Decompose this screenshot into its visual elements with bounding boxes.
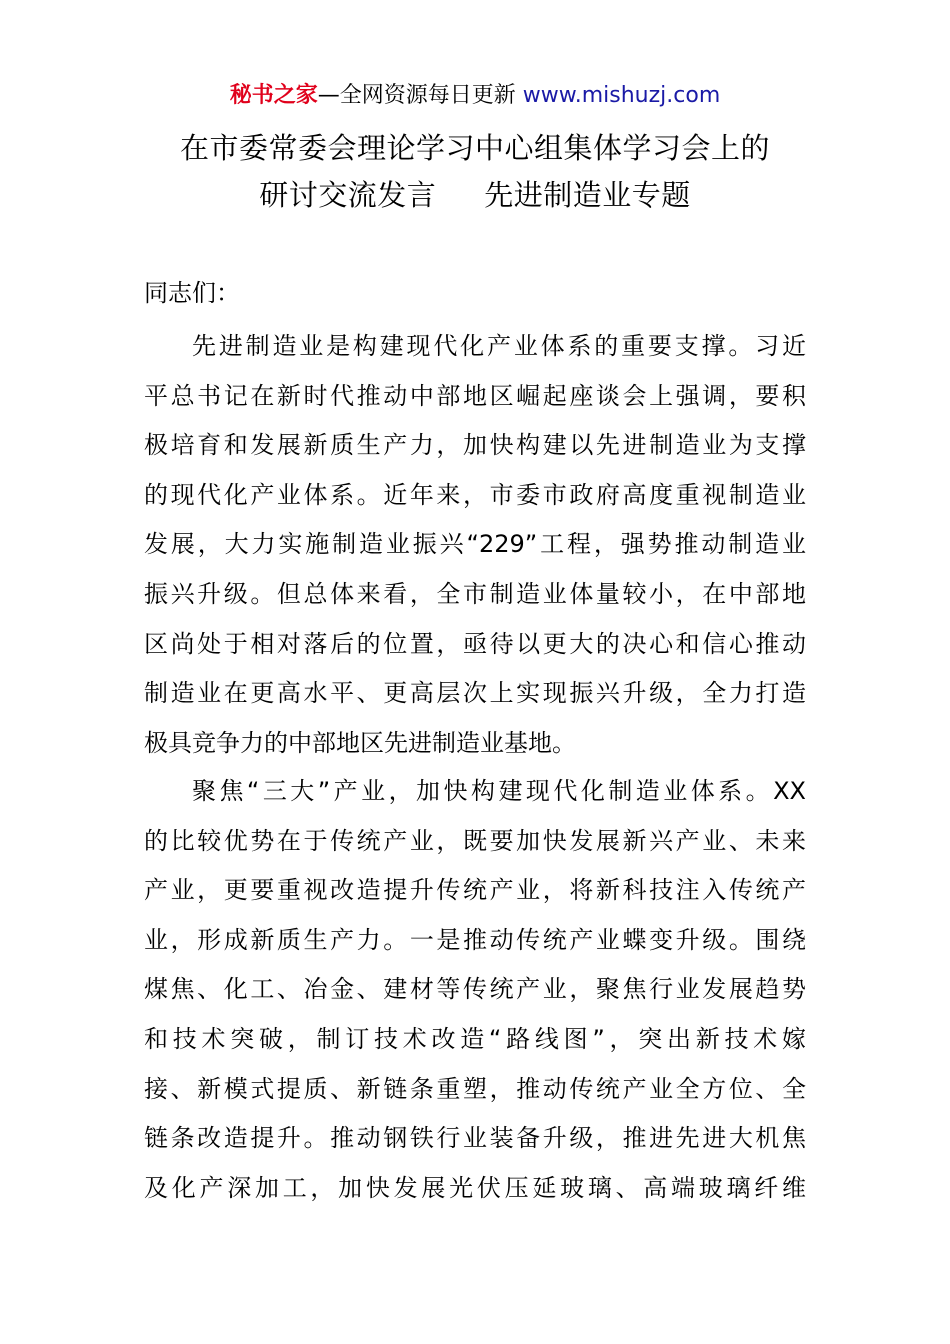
paragraph-line: 煤焦、化工、冶金、建材等传统产业，聚焦行业发展趋势 — [144, 975, 806, 1004]
paragraph-line: 接、新模式提质、新链条重塑，推动传统产业全方位、全 — [144, 1074, 806, 1103]
paragraph-line: 的比较优势在于传统产业，既要加快发展新兴产业、未来 — [144, 826, 806, 855]
paragraph-line: 制造业在更高水平、更高层次上实现振兴升级，全力打造 — [144, 679, 806, 708]
document-title-line-2 — [0, 173, 950, 217]
paragraph-line: 和技术突破，制订技术改造“路线图”，突出新技术嫁 — [144, 1024, 806, 1053]
paragraph-line: 先进制造业是构建现代化产业体系的重要支撑。习近 — [192, 332, 806, 360]
document-title-line-1: 在市委常委会理论学习中心组集体学习会上的 — [179, 131, 770, 165]
paragraph-line: 极具竞争力的中部地区先进制造业基地。 — [144, 728, 576, 757]
paragraph-line: 产业，更要重视改造提升传统产业，将新科技注入传统产 — [144, 876, 806, 905]
site-tagline: —全网资源每日更新 — [317, 83, 523, 108]
paragraph-1 — [144, 328, 806, 774]
brand-name: 秘书之家 — [229, 83, 318, 108]
paragraph-line: 极培育和发展新质生产力，加快构建以先进制造业为支撑 — [144, 431, 806, 460]
site-url-link[interactable]: www.mishuzj.com — [522, 83, 721, 108]
paragraph-line: 发展，大力实施制造业振兴“229”工程，强势推动制造业 — [144, 530, 806, 559]
site-header — [0, 78, 950, 114]
document-title-part-a: 研讨交流发言 — [259, 178, 437, 212]
paragraph-line: 聚焦“三大”产业，加快构建现代化制造业体系。XX — [192, 777, 806, 805]
paragraph-line: 业，形成新质生产力。一是推动传统产业蝶变升级。围绕 — [144, 925, 806, 954]
paragraph-line: 区尚处于相对落后的位置，亟待以更大的决心和信心推动 — [144, 629, 806, 658]
paragraph-2 — [144, 773, 806, 1219]
paragraph-line: 平总书记在新时代推动中部地区崛起座谈会上强调，要积 — [144, 381, 806, 410]
salutation: 同志们： — [144, 279, 240, 307]
paragraph-line: 的现代化产业体系。近年来，市委市政府高度重视制造业 — [144, 480, 806, 509]
paragraph-line: 及化产深加工，加快发展光伏压延玻璃、高端玻璃纤维 — [144, 1173, 806, 1202]
paragraph-line: 振兴升级。但总体来看，全市制造业体量较小，在中部地 — [144, 579, 806, 608]
paragraph-line: 链条改造提升。推动钢铁行业装备升级，推进先进大机焦 — [144, 1124, 806, 1153]
document-title-part-b: 先进制造业专题 — [484, 178, 691, 212]
